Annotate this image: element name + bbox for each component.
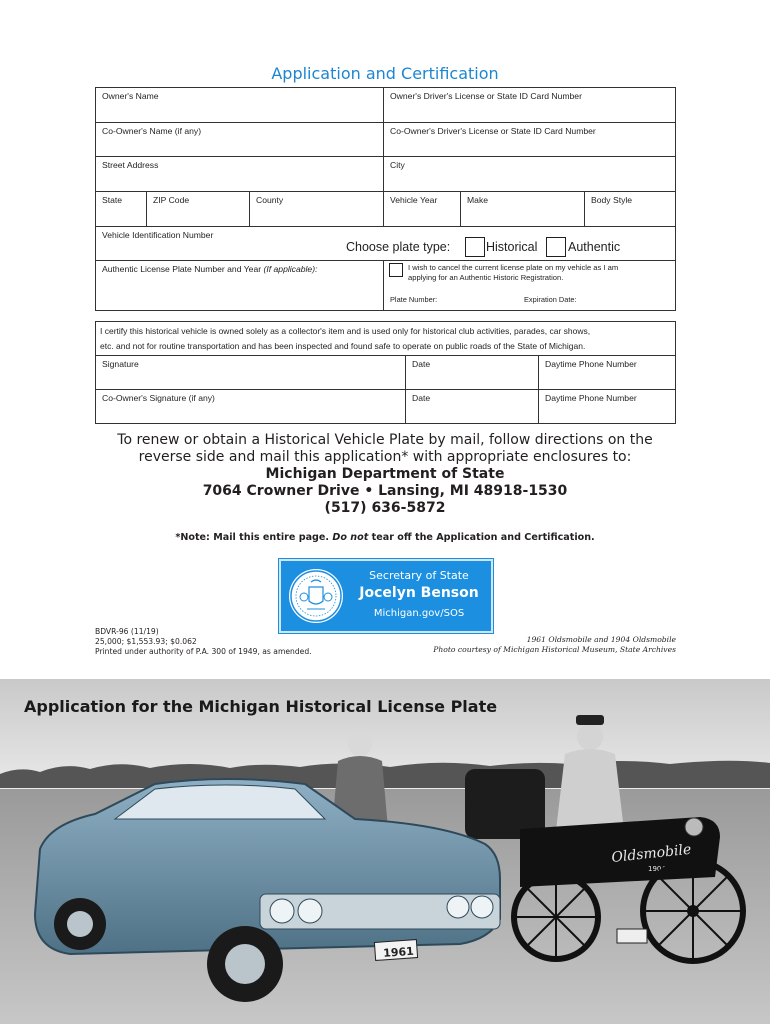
- state-field[interactable]: [96, 192, 147, 227]
- expiration-date-label: Expiration Date:: [524, 295, 577, 304]
- application-form: [95, 87, 676, 311]
- certification-block: [95, 321, 676, 424]
- historical-label: Historical: [486, 240, 538, 254]
- historic-cars-photo: [0, 679, 770, 1024]
- street-address-label: Street Address: [102, 160, 159, 170]
- state-label: State: [102, 195, 123, 205]
- daytime-phone-label-2: Daytime Phone Number: [545, 393, 637, 403]
- county-field[interactable]: [250, 192, 384, 227]
- plate-1961-text: 1961: [382, 944, 415, 960]
- county-label: County: [256, 195, 284, 205]
- owners-name-field[interactable]: [96, 88, 384, 123]
- body-style-field[interactable]: [585, 192, 675, 227]
- vehicle-year-label: Vehicle Year: [390, 195, 438, 205]
- cancel-line-2: applying for an Authentic Historic Registration.: [408, 273, 564, 282]
- vin-label: Vehicle Identification Number: [102, 230, 214, 240]
- print-authority: Printed under authority of P.A. 300 of 1949, as amended.: [95, 647, 312, 656]
- zip-label: ZIP Code: [153, 195, 190, 205]
- city-label: City: [390, 160, 405, 170]
- plate-number-year-label: Authentic License Plate Number and Year: [102, 264, 262, 274]
- photo-caption-line-1: 1961 Oldsmobile and 1904 Oldsmobile: [526, 635, 676, 644]
- form-footer: [95, 627, 312, 657]
- coowner-license-label: Co-Owner's Driver's License or State ID Card Number: [390, 126, 596, 136]
- body-style-label: Body Style: [591, 195, 633, 205]
- state-seal-icon: [289, 569, 343, 623]
- date-field[interactable]: [406, 356, 539, 390]
- cancel-plate-text: [408, 263, 618, 283]
- secretary-of-state-logo: [279, 559, 493, 633]
- print-cost: 25,000; $1,553.93; $0.062: [95, 637, 197, 646]
- oldsmobile-year: 1904: [648, 865, 666, 873]
- note-prefix: *Note: Mail this entire page.: [175, 532, 330, 543]
- sos-website-link[interactable]: Michigan.gov/SOS: [373, 608, 465, 619]
- choose-plate-label: Choose plate type:: [346, 240, 451, 254]
- date-label-2: Date: [412, 393, 431, 403]
- note-suffix: tear off the Application and Certification.: [371, 532, 595, 543]
- daytime-phone-field-2[interactable]: [539, 390, 675, 423]
- coowner-signature-field[interactable]: [96, 390, 406, 423]
- cancel-plate-box: [384, 261, 675, 310]
- oldsmobile-script: Oldsmobile: [610, 841, 692, 866]
- form-title: Application and Certification: [271, 64, 499, 83]
- authentic-checkbox[interactable]: [546, 237, 566, 257]
- certification-line-1: I certify this historical vehicle is owned solely as a collector's item and is used only for historical club activities, parades, car shows,: [100, 326, 591, 336]
- photo-title: Application for the Michigan Historical License Plate: [24, 697, 498, 716]
- owners-license-field[interactable]: [384, 88, 675, 123]
- coowner-name-field[interactable]: [96, 123, 384, 157]
- note-emphasis: Do not: [332, 532, 369, 543]
- plate-number-year-field[interactable]: [96, 261, 384, 310]
- mailing-instructions: [0, 432, 770, 517]
- daytime-phone-label: Daytime Phone Number: [545, 359, 637, 369]
- plate-number-year-note: (If applicable):: [263, 264, 318, 274]
- city-field[interactable]: [384, 157, 675, 192]
- cancel-line-1: I wish to cancel the current license plate on my vehicle as I am: [408, 263, 619, 272]
- sos-name: Jocelyn Benson: [359, 585, 479, 601]
- signature-label: Signature: [102, 359, 139, 369]
- date-label: Date: [412, 359, 431, 369]
- form-id: BDVR-96 (11/19): [95, 627, 159, 636]
- mailing-address: 7064 Crowner Drive • Lansing, MI 48918-1530: [202, 483, 568, 499]
- historical-checkbox[interactable]: [465, 237, 485, 257]
- street-address-field[interactable]: [96, 157, 384, 192]
- date-field-2[interactable]: [406, 390, 539, 423]
- photo-caption-line-2: Photo courtesy of Michigan Historical Museum, State Archives: [433, 645, 676, 654]
- certification-statement: [96, 322, 675, 356]
- phone-number: (517) 636-5872: [324, 500, 446, 516]
- plate-number-label: Plate Number:: [390, 295, 438, 304]
- instructions-line-2: reverse side and mail this application* with appropriate enclosures to:: [138, 449, 632, 465]
- make-label: Make: [467, 195, 489, 205]
- signature-field[interactable]: [96, 356, 406, 390]
- sos-line-1: Secretary of State: [369, 569, 469, 582]
- instructions-line-1: To renew or obtain a Historical Vehicle Plate by mail, follow directions on the: [117, 432, 653, 448]
- make-field[interactable]: [461, 192, 585, 227]
- department-name: Michigan Department of State: [265, 466, 505, 482]
- coowner-license-field[interactable]: [384, 123, 675, 157]
- coowner-signature-label: Co-Owner's Signature (if any): [102, 393, 215, 403]
- coowner-name-label: Co-Owner's Name (if any): [102, 126, 202, 136]
- certification-line-2: etc. and not for routine transportation and has been inspected and found safe to operate on public roads of the State of Michigan.: [100, 341, 586, 351]
- owners-name-label: Owner's Name: [102, 91, 159, 101]
- vehicle-year-field[interactable]: [384, 192, 461, 227]
- owners-license-label: Owner's Driver's License or State ID Card Number: [390, 91, 582, 101]
- daytime-phone-field[interactable]: [539, 356, 675, 390]
- mail-note: [0, 532, 770, 543]
- cancel-plate-checkbox[interactable]: [389, 263, 403, 277]
- zip-field[interactable]: [147, 192, 250, 227]
- photo-caption: [433, 635, 676, 655]
- authentic-label: Authentic: [568, 240, 621, 254]
